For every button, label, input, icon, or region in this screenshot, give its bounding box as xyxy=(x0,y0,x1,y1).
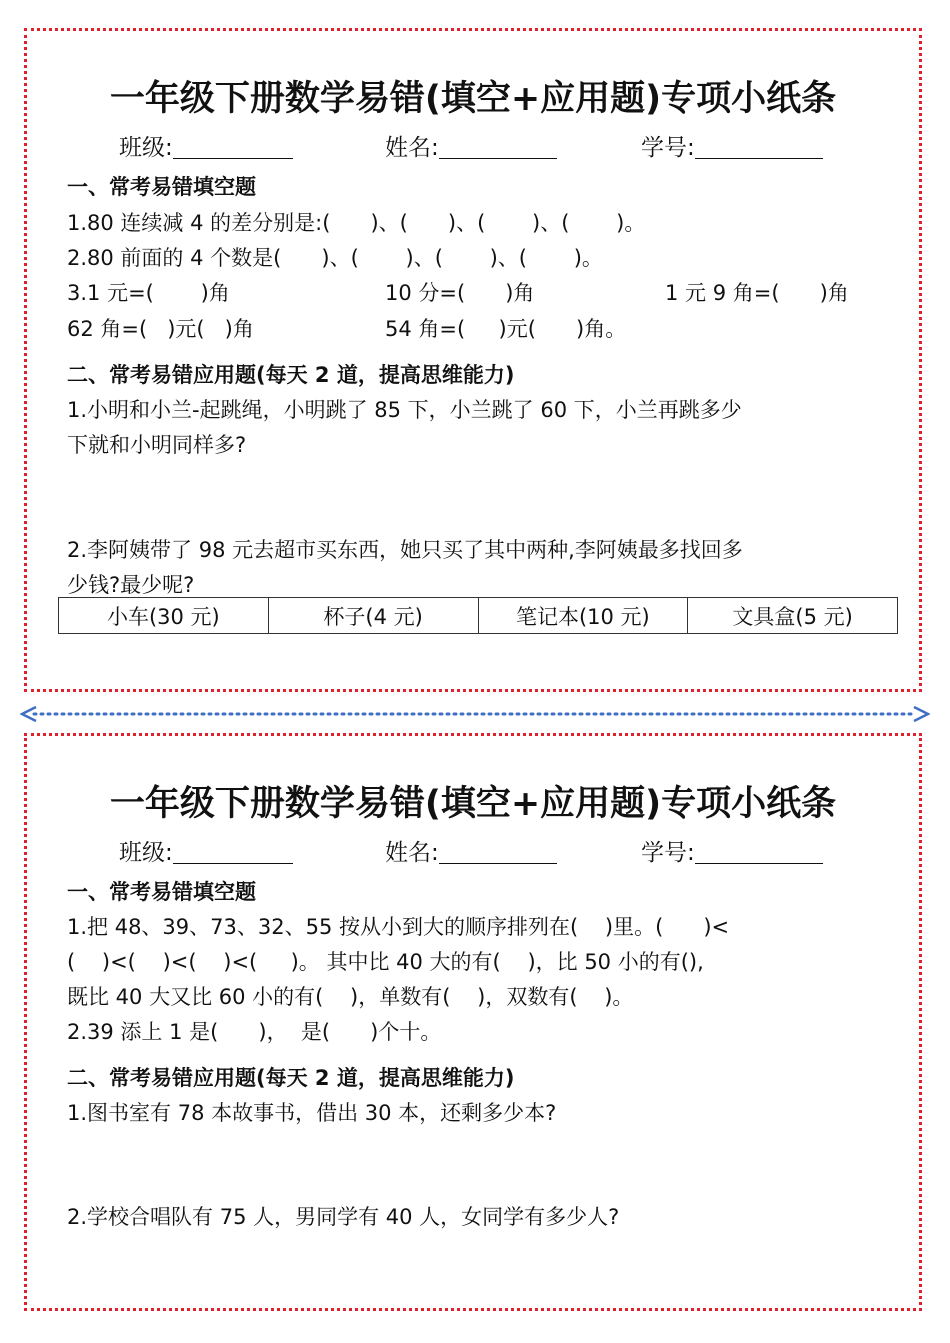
name-label: 姓名: xyxy=(385,135,439,161)
class-field xyxy=(119,129,293,162)
fill-blank-section-heading: 一、常考易错填空题 xyxy=(67,880,256,904)
word-problem-2-line-2: 少钱?最少呢? xyxy=(67,573,195,597)
word-problem-1: 1.图书室有 78 本故事书，借出 30 本，还剩多少本? xyxy=(67,1101,557,1125)
name-blank[interactable] xyxy=(439,839,557,864)
price-table xyxy=(58,597,898,634)
name-label: 姓名: xyxy=(385,840,439,866)
price-item-pencil-box: 文具盒(5 元) xyxy=(688,598,898,634)
id-label: 学号: xyxy=(641,840,695,866)
class-blank[interactable] xyxy=(173,134,293,159)
fill-question-1: 1.80 连续减 4 的差分别是:( )、( )、( )、( )。 xyxy=(67,211,646,235)
word-problem-section-heading: 二、常考易错应用题(每天 2 道，提高思维能力) xyxy=(67,363,515,387)
price-item-cup: 杯子(4 元) xyxy=(268,598,478,634)
price-table-row xyxy=(59,598,898,634)
fill-blank-section-heading: 一、常考易错填空题 xyxy=(67,175,256,199)
name-blank[interactable] xyxy=(439,134,557,159)
fill-question-3c: 1 元 9 角=( )角 xyxy=(665,281,849,305)
id-blank[interactable] xyxy=(695,134,823,159)
word-problem-2: 2.学校合唱队有 75 人，男同学有 40 人，女同学有多少人? xyxy=(67,1205,620,1229)
fill-question-1-line-1: 1.把 48、39、73、32、55 按从小到大的顺序排列在( )里。( )< xyxy=(67,915,730,939)
worksheet-card-1 xyxy=(24,28,922,692)
fill-question-3e: 54 角=( )元( )角。 xyxy=(385,317,627,341)
fill-question-3b: 10 分=( )角 xyxy=(385,281,535,305)
id-field xyxy=(641,834,823,867)
cut-line-divider xyxy=(20,704,930,724)
id-field xyxy=(641,129,823,162)
fill-question-2: 2.80 前面的 4 个数是( )、( )、( )、( )。 xyxy=(67,246,603,270)
price-item-car: 小车(30 元) xyxy=(59,598,269,634)
word-problem-section-heading: 二、常考易错应用题(每天 2 道，提高思维能力) xyxy=(67,1066,515,1090)
card1-title: 一年级下册数学易错(填空+应用题)专项小纸条 xyxy=(109,79,837,119)
card2-title: 一年级下册数学易错(填空+应用题)专项小纸条 xyxy=(109,784,837,824)
right-arrow-icon xyxy=(914,707,928,721)
id-blank[interactable] xyxy=(695,839,823,864)
fill-question-1-line-3: 既比 40 大又比 60 小的有( )，单数有( )，双数有( )。 xyxy=(67,985,634,1009)
id-label: 学号: xyxy=(641,135,695,161)
name-field xyxy=(385,129,557,162)
word-problem-2-line-1: 2.李阿姨带了 98 元去超市买东西，她只买了其中两种,李阿姨最多找回多 xyxy=(67,538,743,562)
class-field xyxy=(119,834,293,867)
fill-question-1-line-2: ( )<( )<( )<( )。 其中比 40 大的有( )，比 50 小的有(), xyxy=(67,950,704,974)
price-item-notebook: 笔记本(10 元) xyxy=(478,598,688,634)
class-label: 班级: xyxy=(119,840,173,866)
word-problem-1-line-1: 1.小明和小兰-起跳绳，小明跳了 85 下，小兰跳了 60 下，小兰再跳多少 xyxy=(67,398,742,422)
fill-question-3a: 3.1 元=( )角 xyxy=(67,281,230,305)
fill-question-3d: 62 角=( )元( )角 xyxy=(67,317,254,341)
worksheet-card-2 xyxy=(24,733,922,1311)
word-problem-1-line-2: 下就和小明同样多? xyxy=(67,433,247,457)
class-blank[interactable] xyxy=(173,839,293,864)
fill-question-2: 2.39 添上 1 是( )， 是( )个十。 xyxy=(67,1020,442,1044)
class-label: 班级: xyxy=(119,135,173,161)
name-field xyxy=(385,834,557,867)
